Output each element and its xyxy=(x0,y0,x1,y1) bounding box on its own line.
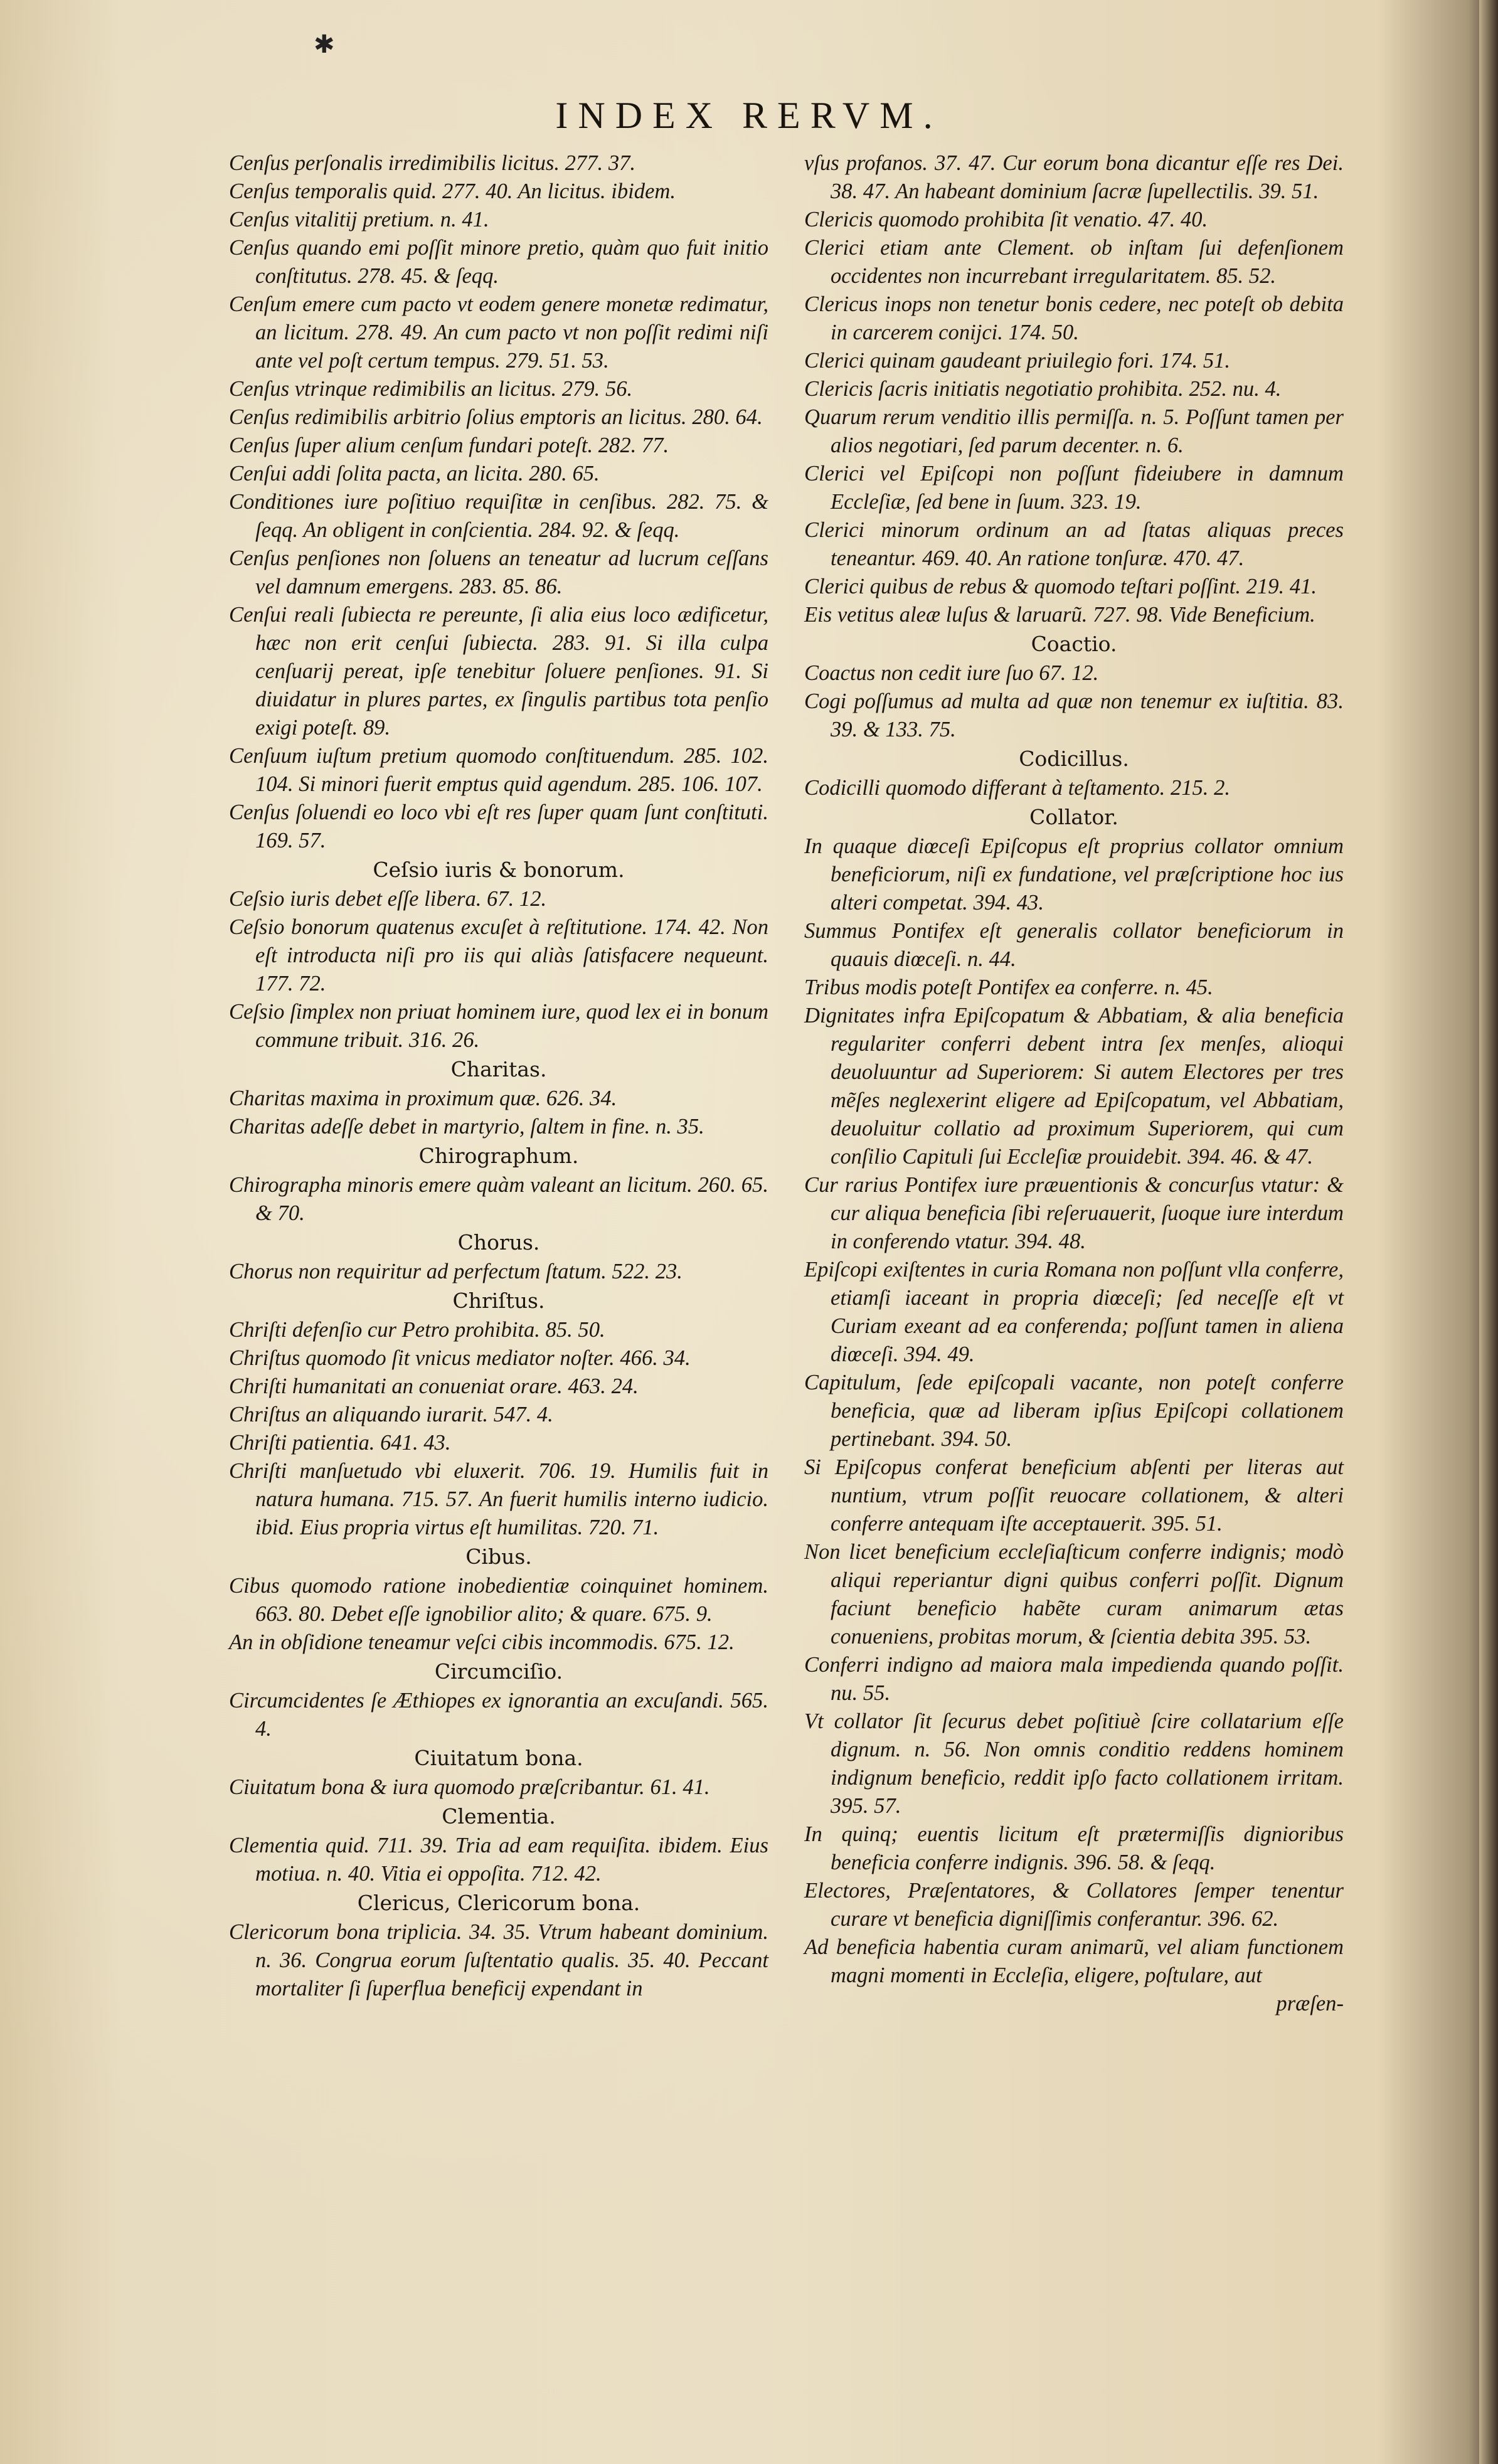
index-entry: In quaque diœceſi Epiſcopus eſt proprius collator omnium beneficiorum, niſi ex fundatione, vel præſcriptione hoc ius alteri competat. 394. 43. xyxy=(804,834,1344,915)
page-mark: ✱ xyxy=(314,30,335,59)
index-heading: Circumciſio. xyxy=(434,1659,563,1684)
index-entry: In quinq; euentis licitum eſt prætermiſſis dignioribus beneficia conferre indignis. 396. 58. & ſeqq. xyxy=(804,1822,1344,1874)
index-heading: Charitas. xyxy=(450,1057,547,1081)
index-entry: Clementia quid. 711. 39. Tria ad eam requiſita. ibidem. Eius motiua. n. 40. Vitia ei oppoſita. 712. 42. xyxy=(229,1834,768,1886)
index-entry: Cenſum emere cum pacto vt eodem genere monetæ redimatur, an licitum. 278. 49. An cum pacto vt non poſſit redimi niſi ante vel poſt certum tempus. 279. 51. 53. xyxy=(229,292,768,373)
page-edge-shadow xyxy=(1479,0,1498,2464)
index-entry: Clerici quinam gaudeant priuilegio fori. 174. 51. xyxy=(804,349,1231,373)
index-entry: Clericis ſacris initiatis negotiatio prohibita. 252. nu. 4. xyxy=(804,377,1282,401)
index-heading: Collator. xyxy=(1029,805,1118,829)
index-entry: Charitas maxima in proximum quæ. 626. 34. xyxy=(229,1086,617,1110)
index-entry: Summus Pontifex eſt generalis collator beneficiorum in quauis diœceſi. n. 44. xyxy=(804,919,1344,971)
index-heading: Ciuitatum bona. xyxy=(414,1746,583,1770)
index-entry: Vt collator ſit ſecurus debet poſitiuè ſcire collatarium eſſe dignum. n. 56. Non omnis conditio reddens hominem indignum beneficio, reddit ipſo facto collationem irritam. 395. 57. xyxy=(804,1709,1344,1818)
index-entry: Cenſus vtrinque redimibilis an licitus. 279. 56. xyxy=(229,377,633,401)
index-entry: Cenſus penſiones non ſoluens an teneatur ad lucrum ceſſans vel damnum emergens. 283. 85. 86. xyxy=(229,546,768,598)
index-entry: vſus profanos. 37. 47. Cur eorum bona dicantur eſſe res Dei. 38. 47. An habeant dominium ſacræ ſupellectilis. 39. 51. xyxy=(804,151,1344,203)
index-entry: Cenſui reali ſubiecta re pereunte, ſi alia eius loco ædificetur, hæc non erit cenſui ſubiecta. 283. 91. Si illa culpa cenſuarij pereat, ipſe tenebitur ſoluere penſiones. 91. Si diuidatur in plures partes, ex ſingulis partibus tota penſio exigi poteſt. 89. xyxy=(229,603,768,740)
index-entry: Electores, Præſentatores, & Collatores ſemper tenentur curare vt beneficia digniſſimis conferantur. 396. 62. xyxy=(804,1879,1344,1931)
index-entry: Cenſus perſonalis irredimibilis licitus. 277. 37. xyxy=(229,151,636,175)
index-entry: Clerici minorum ordinum an ad ſtatas aliquas preces teneantur. 469. 40. An ratione tonſuræ. 470. 47. xyxy=(804,518,1344,570)
index-heading: Ceſsio iuris & bonorum. xyxy=(373,858,625,882)
index-entry: An in obſidione teneamur veſci cibis incommodis. 675. 12. xyxy=(229,1630,735,1654)
right-column xyxy=(804,149,1344,2018)
index-entry: Ceſsio iuris debet eſſe libera. 67. 12. xyxy=(229,887,547,911)
index-entry: Codicilli quomodo differant à teſtamento. 215. 2. xyxy=(804,776,1231,800)
index-entry: Capitulum, ſede epiſcopali vacante, non poteſt conferre beneficia, quæ ad liberam ipſius Epiſcopi collationem pertinebant. 394. 50. xyxy=(804,1371,1344,1451)
index-heading: Chirographum. xyxy=(418,1144,579,1168)
index-entry: Cur rarius Pontifex iure præuentionis & concurſus vtatur: & cur aliqua beneficia ſibi reſeruauerit, ſuoque iure interdum in conferendo vtatur. 394. 48. xyxy=(804,1173,1344,1253)
index-entry: Cenſus redimibilis arbitrio ſolius emptoris an licitus. 280. 64. xyxy=(229,405,763,429)
index-entry: Charitas adeſſe debet in martyrio, ſaltem in fine. n. 35. xyxy=(229,1115,704,1139)
index-entry: Chriſti defenſio cur Petro prohibita. 85. 50. xyxy=(229,1318,605,1342)
index-entry: Cogi poſſumus ad multa ad quæ non tenemur ex iuſtitia. 83. 39. & 133. 75. xyxy=(804,689,1344,741)
index-entry: Ceſsio ſimplex non priuat hominem iure, quod lex ei in bonum commune tribuit. 316. 26. xyxy=(229,1000,768,1052)
index-entry: Quarum rerum venditio illis permiſſa. n. 5. Poſſunt tamen per alios negotiari, ſed parum decenter. n. 6. xyxy=(804,405,1344,457)
index-entry: Chriſti humanitati an conueniat orare. 463. 24. xyxy=(229,1374,639,1398)
index-heading: Codicillus. xyxy=(1019,746,1129,771)
index-entry: Circumcidentes ſe Æthiopes ex ignorantia an excuſandi. 565. 4. xyxy=(229,1689,768,1741)
index-entry: Conferri indigno ad maiora mala impedienda quando poſſit. nu. 55. xyxy=(804,1653,1344,1705)
index-entry: Ciuitatum bona & iura quomodo præſcribantur. 61. 41. xyxy=(229,1775,710,1799)
index-entry: Cenſus quando emi poſſit minore pretio, quàm quo fuit initio conſtitutus. 278. 45. & ſeqq. xyxy=(229,236,768,288)
index-entry: Cenſui addi ſolita pacta, an licita. 280. 65. xyxy=(229,462,600,486)
index-entry: Cenſuum iuſtum pretium quomodo conſtituendum. 285. 102. 104. Si minori fuerit emptus quid agendum. 285. 106. 107. xyxy=(229,744,768,796)
index-entry: Eis vetitus aleæ luſus & laruarũ. 727. 98. Vide Beneficium. xyxy=(804,603,1315,627)
index-entry: Epiſcopi exiſtentes in curia Romana non poſſunt vlla conferre, etiamſi iaceant in propria diœceſi; ſed neceſſe eſt vt Curiam exeant ad ea conferenda; poſſunt tamen in aliena diœceſi. 394. 49. xyxy=(804,1258,1344,1366)
index-entry: Clericis quomodo prohibita ſit venatio. 47. 40. xyxy=(804,208,1208,231)
index-entry: Clerici quibus de rebus & quomodo teſtari poſſint. 219. 41. xyxy=(804,575,1317,598)
index-entry: Chriſti manſuetudo vbi eluxerit. 706. 19. Humilis fuit in natura humana. 715. 57. An fuerit humilis interno iudicio. ibid. Eius propria virtus eſt humilitas. 720. 71. xyxy=(229,1459,768,1539)
index-entry: Clerici etiam ante Clement. ob inſtam ſui defenſionem occidentes non incurrebant irregularitatem. 85. 52. xyxy=(804,236,1344,288)
index-entry: Chriſti patientia. 641. 43. xyxy=(229,1431,451,1455)
index-entry: Cenſus ſoluendi eo loco vbi eſt res ſuper quam ſunt conſtituti. 169. 57. xyxy=(229,800,768,852)
index-heading: Clementia. xyxy=(442,1804,556,1829)
index-heading: Clericus, Clericorum bona. xyxy=(357,1891,640,1915)
index-heading: Coactio. xyxy=(1031,632,1117,656)
index-entry: Chriſtus an aliquando iurarit. 547. 4. xyxy=(229,1403,553,1426)
index-entry: Cenſus ſuper alium cenſum fundari poteſt. 282. 77. xyxy=(229,433,669,457)
index-entry: Tribus modis poteſt Pontifex ea conferre. n. 45. xyxy=(804,975,1213,999)
index-entry: Cenſus vitalitij pretium. n. 41. xyxy=(229,208,489,231)
index-heading: Chriſtus. xyxy=(452,1288,545,1313)
index-entry: Ad beneficia habentia curam animarũ, vel aliam functionem magni momenti in Eccleſia, eligere, poſtulare, aut xyxy=(804,1935,1344,1987)
index-heading: Chorus. xyxy=(457,1230,540,1255)
index-heading: Cibus. xyxy=(465,1544,532,1569)
index-entry: Clericus inops non tenetur bonis cedere, nec poteſt ob debita in carcerem conijci. 174. 50. xyxy=(804,292,1344,344)
index-entry: Conditiones iure poſitiuo requiſitæ in cenſibus. 282. 75. & ſeqq. An obligent in conſcientia. 284. 92. & ſeqq. xyxy=(229,490,768,542)
index-entry: Si Epiſcopus conferat beneficium abſenti per literas aut nuntium, vtrum poſſit reuocare collationem, & alteri conferre antequam iſte acceptauerit. 395. 51. xyxy=(804,1455,1344,1536)
index-entry: Chriſtus quomodo ſit vnicus mediator noſter. 466. 34. xyxy=(229,1346,691,1370)
catchword: præſen- xyxy=(1276,1992,1344,2015)
index-entry: Ceſsio bonorum quatenus excuſet à reſtitutione. 174. 42. Non eſt introducta niſi pro iis qui aliàs ſatisfacere nequeunt. 177. 72. xyxy=(229,915,768,996)
index-entry: Coactus non cedit iure ſuo 67. 12. xyxy=(804,661,1099,685)
index-entry: Clerici vel Epiſcopi non poſſunt fideiubere in damnum Eccleſiæ, ſed bene in ſuum. 323. 19. xyxy=(804,462,1344,514)
index-entry: Chirographa minoris emere quàm valeant an licitum. 260. 65. & 70. xyxy=(229,1173,768,1225)
index-entry: Chorus non requiritur ad perfectum ſtatum. 522. 23. xyxy=(229,1260,683,1283)
index-entry: Cenſus temporalis quid. 277. 40. An licitus. ibidem. xyxy=(229,179,676,203)
running-head: INDEX RERVM. xyxy=(555,95,943,136)
left-column xyxy=(229,149,768,2003)
index-entry: Dignitates infra Epiſcopatum & Abbatiam, & alia beneficia regulariter conferri debent intra ſex menſes, alioqui deuoluuntur ad Superiorem: Si autem Electores per tres mẽſes neglexerint eligere ad Epiſcopatum, vel Abbatiam, deuoluitur collatio ad proximum Superiorem, qui cum conſilio Capituli ſui Eccleſiæ prouidebit. 394. 46. & 47. xyxy=(804,1004,1344,1169)
index-entry: Non licet beneficium eccleſiaſticum conferre indignis; modò aliqui reperiantur digni quibus conferri poſſit. Dignum faciunt beneficio habẽte curam animarum ætas conueniens, probitas morum, & ſcientia debita 395. 53. xyxy=(804,1540,1344,1649)
index-entry: Cibus quomodo ratione inobedientiæ coinquinet hominem. 663. 80. Debet eſſe ignobilior alito; & quare. 675. 9. xyxy=(229,1574,768,1626)
index-entry: Clericorum bona triplicia. 34. 35. Vtrum habeant dominium. n. 36. Congrua eorum ſuſtentatio qualis. 35. 40. Peccant mortaliter ſi ſuperflua beneficij expendant in xyxy=(229,1920,768,2000)
